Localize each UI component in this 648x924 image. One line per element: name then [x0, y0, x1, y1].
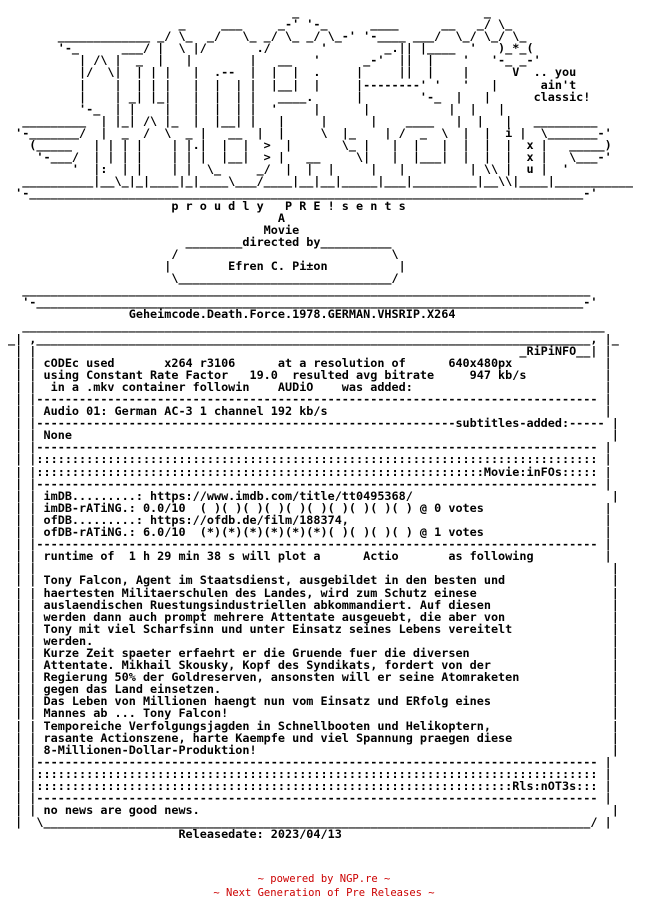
nfo-line: | | Mannes ab ... Tony Falcon! |	[15, 706, 619, 721]
nfo-line: '-_____________________________________________________________________________-'	[22, 295, 598, 310]
nfo-line: | |------------------------------------------------------------------------------- |	[15, 791, 612, 806]
nfo-line: p r o u d l y P R E ! s e n t s	[171, 198, 406, 213]
nfo-line: | |------------------------------------------------------------------------------- |	[15, 754, 612, 769]
nfo-line: '-_______/ | _ / \ _ | __ | | \ |_ | / _ \ | | i | \_______-'	[15, 125, 612, 140]
nfo-line: _________ | |_| /\ |_ | |__| | | | | ____ | | | _________	[22, 113, 598, 128]
nfo-line: Geheimcode.Death.Force.1978.GERMAN.VHSRIP.X264	[128, 307, 456, 322]
nfo-line: | | rasante Actionszene, harte Kaempfe und viel Spannung praegen diese |	[15, 730, 619, 745]
nfo-line: | | | | | | | | | |__| | |--------' ' ' | ain't	[79, 77, 577, 92]
nfo-line: | | cODEc used x264 r3106 at a resolution of 640x480px |	[15, 355, 612, 370]
nfo-line: \______________________________/	[171, 271, 399, 286]
nfo-line: '-_ | | | | | | | ' | | | | |	[79, 101, 506, 116]
nfo-line: (_____ | | | | | |.| | | > | \_ | | | | | | | x | _____)	[29, 138, 612, 153]
nfo-line: | | Das Leben von Millionen haengt nun vom Einsatz und ERfolg eines |	[15, 694, 619, 709]
nfo-line: __________|__\_|_|____|_|____\___/____|__|__|_____|___|_________|__\\|____|___________	[22, 174, 634, 189]
nfo-line: | | _| |_| | | | | ____. | '-_ | | classic!	[79, 89, 591, 104]
nfo-line: _ _	[292, 6, 491, 19]
nfo-line: | | 8-Millionen-Dollar-Produktion! |	[15, 742, 619, 757]
nfo-line: _____________ _/ \_ _/ \_ _/ \_ _/ \_-' '-____ ___/ \_/ \_/ \_	[57, 29, 527, 44]
nfo-line: | | haertesten Militaerschulen des Landes, wird zum Schutz einese |	[15, 585, 619, 600]
nfo-line: | | werden dann auch prompt mehrere Attentate ausgeuebt, die aber von |	[15, 609, 619, 624]
nfo-line: | | Tony Falcon, Agent im Staatsdienst, ausgebildet in den besten und |	[15, 573, 619, 588]
nfo-line: | | Tony mit viel Scharfsinn und unter Einsatz seines Lebens vereitelt |	[15, 621, 619, 636]
nfo-line: | | Temporeiche Verfolgungsjagden in Schnellbooten und Helikoptern, |	[15, 718, 619, 733]
tagline-text: ~ Next Generation of Pre Releases ~	[213, 887, 435, 899]
nfo-line: | | imDB.........: https://www.imdb.com/title/tt0495368/ |	[15, 488, 619, 503]
nfo-line: __________________________________________________________________________________	[22, 319, 605, 334]
nfo-line: | | Audio 01: German AC-3 1 channel 192 kb/s |	[15, 404, 612, 419]
nfo-line: | | gegen das Land einsetzen. |	[15, 682, 619, 697]
nfo-line: | |------------------------------------------------------------------------------- |	[15, 440, 612, 455]
nfo-line: / \	[171, 246, 399, 261]
nfo-line: | \_____________________________________________________________________________/ |	[15, 815, 612, 830]
nfo-line: Movie	[263, 222, 300, 237]
nfo-line: ________directed by__________	[185, 234, 392, 249]
nfo-line: | | ofDB-rATiNG.: 6.0/10 (*)(*)(*)(*)(*)(*)( )( )( )( ) @ 1 votes |	[15, 525, 612, 540]
nfo-line: | |:::::::::::::::::::::::::::::::::::::::::::::::::::::::::::::::::::Rls:nOT3s::: |	[15, 779, 612, 793]
nfo-line: | | imDB-rATiNG.: 0.0/10 ( )( )( )( )( )( )( )( )( )( ) @ 0 votes |	[15, 500, 612, 515]
nfo-line: | |------------------------------------------------------------------------------- |	[15, 476, 612, 491]
nfo-line: ' |: | | | | \_ _/ | | | | | | \\ | u | '	[71, 162, 570, 177]
nfo-line: | /\ | _ | | | __ ' _-' || | ' '-_ _-'	[79, 53, 541, 68]
powered-by-text: ~ powered by NGP.re ~	[257, 873, 391, 885]
nfo-line: | | werden. |	[15, 633, 619, 648]
nfo-line: | | Regierung 50% der Goldreserven, ansonsten will er seine Atomraketen |	[15, 670, 619, 685]
nfo-line: '-_ ___/ | \ |/ ./ ' _.|| |____ ' )_*_(	[57, 41, 534, 56]
nfo-line: | | no news are good news. |	[15, 803, 619, 818]
nfo-line: | | |	[15, 561, 619, 576]
footer	[0, 872, 648, 900]
nfo-line: | | _RiPiNFO__| |	[15, 343, 612, 358]
nfo-line: | |:::::::::::::::::::::::::::::::::::::::::::::::::::::::::::::::Movie:inFOs::::: |	[15, 464, 612, 479]
nfo-line: '-___/ | | | | | | | |__| > | __ \| | |___| | | | x | \___-'	[36, 150, 612, 165]
nfo-line: | |-----------------------------------------------------------subtitles-added:----- |	[15, 416, 619, 431]
nfo-line: _ ___ _-' '-_ ____ __ _/ \_	[178, 17, 513, 32]
nfo-line: | | Kurze Zeit spaeter erfaehrt er die Gruende fuer die diversen |	[15, 645, 619, 660]
nfo-line: | |::::::::::::::::::::::::::::::::::::::::::::::::::::::::::::::::::::::::::::::: |	[15, 452, 612, 467]
nfo-line: | | None |	[15, 428, 619, 443]
nfo-line: A	[277, 210, 285, 225]
nfo-line: Releasedate: 2023/04/13	[178, 827, 342, 841]
nfo-line: | | ofDB.........: https://ofdb.de/film/188374, |	[15, 512, 612, 527]
nfo-text-block	[8, 6, 648, 840]
nfo-line: _| ,______________________________________________________________________________, |_	[8, 331, 619, 346]
nfo-line: | Efren C. Pi±on |	[164, 258, 406, 273]
nfo-line: ________________________________________________________________________________	[22, 283, 591, 298]
nfo-line: | | Attentate. Mikhail Skousky, Kopf des Syndikats, fordert von der |	[15, 658, 619, 673]
nfo-line: | |::::::::::::::::::::::::::::::::::::::::::::::::::::::::::::::::::::::::::::::: |	[15, 766, 612, 781]
nfo-line: | | in a .mkv container followin AUDiO was added: |	[15, 379, 612, 394]
nfo-line: | |------------------------------------------------------------------------------- |	[15, 537, 612, 552]
nfo-line: |/ \| | | | | .-- | | | . | || | | V .. you	[79, 65, 577, 80]
nfo-line: | | using Constant Rate Factor 19.0 resulted avg bitrate 947 kb/s |	[15, 367, 612, 382]
nfo-line: '-______________________________________________________________________________-'	[15, 186, 598, 201]
nfo-line: | | runtime of 1 h 29 min 38 s will plot a Actio as following |	[15, 549, 612, 564]
nfo-line: | |------------------------------------------------------------------------------- |	[15, 392, 612, 406]
nfo-line: | | auslaendischen Ruestungsindustriellen abkommandiert. Auf diesen |	[15, 597, 619, 612]
